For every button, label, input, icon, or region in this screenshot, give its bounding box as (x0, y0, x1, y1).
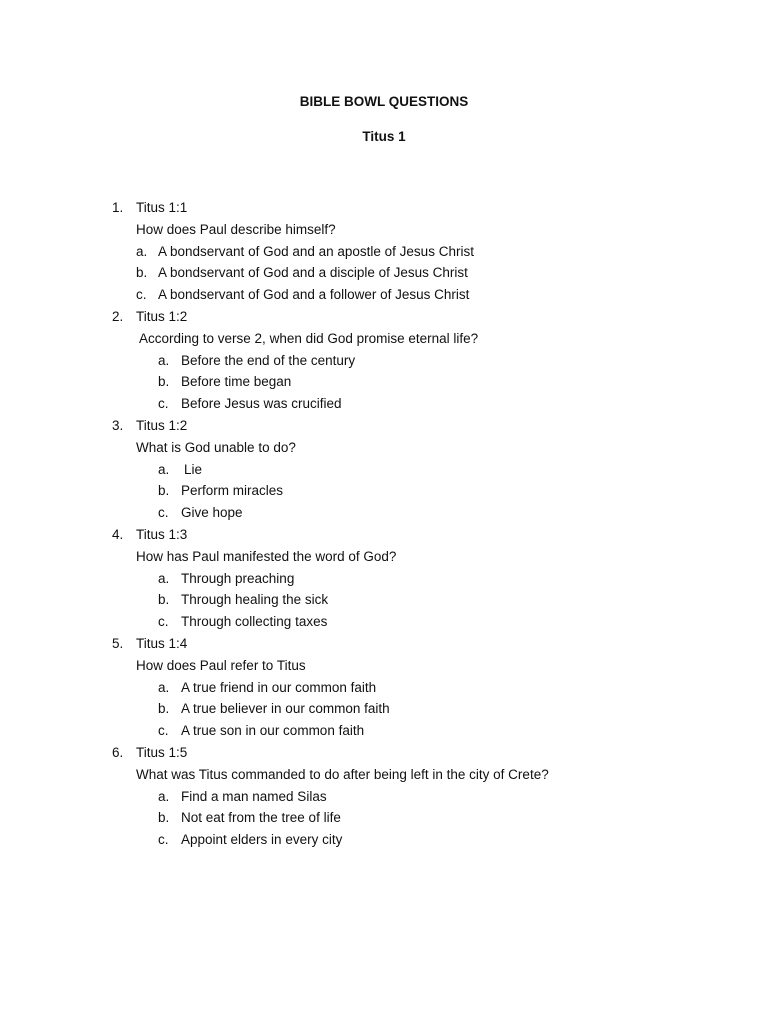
option-a (0, 459, 768, 481)
option-letter: c. (158, 505, 169, 521)
option-letter: c. (158, 832, 169, 848)
question-list (0, 197, 768, 851)
question-reference: Titus 1:2 (136, 417, 188, 433)
question-number: 5. (112, 635, 124, 651)
option-text: Give hope (181, 505, 243, 521)
option-text: Lie (184, 461, 203, 477)
question-prompt-line (0, 437, 768, 459)
question-prompt: According to verse 2, when did God promise eternal life? (139, 330, 479, 346)
question-prompt-line (0, 546, 768, 568)
option-a (0, 786, 768, 808)
option-b (0, 262, 768, 284)
question-number: 6. (112, 744, 124, 760)
question-reference: Titus 1:5 (136, 744, 188, 760)
option-text: Before Jesus was crucified (181, 396, 342, 412)
option-letter: c. (158, 614, 169, 630)
question-1 (0, 197, 768, 306)
option-letter: b. (158, 592, 170, 608)
question-prompt: How does Paul describe himself? (136, 221, 336, 237)
question-header (0, 742, 768, 764)
question-header (0, 524, 768, 546)
question-header (0, 415, 768, 437)
option-letter: a. (158, 352, 170, 368)
question-reference: Titus 1:4 (136, 635, 188, 651)
question-header (0, 633, 768, 655)
question-prompt: How does Paul refer to Titus (136, 657, 306, 673)
option-text: Find a man named Silas (181, 788, 327, 804)
option-letter: b. (158, 701, 170, 717)
option-letter: b. (158, 374, 170, 390)
question-3 (0, 415, 768, 524)
question-number: 3. (112, 417, 124, 433)
question-reference: Titus 1:3 (136, 526, 188, 542)
option-letter: a. (158, 679, 170, 695)
option-c (0, 393, 768, 415)
question-prompt-line (0, 764, 768, 786)
option-c (0, 284, 768, 306)
option-text: Not eat from the tree of life (181, 810, 341, 826)
question-2 (0, 306, 768, 415)
option-letter: b. (158, 483, 170, 499)
option-text: A true son in our common faith (181, 723, 365, 739)
question-reference: Titus 1:1 (136, 200, 188, 215)
option-letter: a. (158, 788, 170, 804)
option-text: Appoint elders in every city (181, 832, 343, 848)
option-text: Through preaching (181, 570, 295, 586)
option-letter: b. (136, 265, 148, 281)
question-number: 2. (112, 308, 124, 324)
question-prompt: What is God unable to do? (136, 439, 296, 455)
option-c (0, 502, 768, 524)
option-b (0, 807, 768, 829)
option-letter: c. (158, 396, 169, 412)
option-letter: c. (136, 287, 147, 303)
option-text: A true friend in our common faith (181, 679, 377, 695)
option-b (0, 589, 768, 611)
option-letter: a. (136, 243, 148, 259)
option-letter: c. (158, 723, 169, 739)
option-a (0, 241, 768, 263)
option-letter: a. (158, 461, 170, 477)
option-text: Before time began (181, 374, 292, 390)
option-c (0, 611, 768, 633)
question-number: 1. (112, 200, 124, 215)
option-b (0, 480, 768, 502)
question-number: 4. (112, 526, 124, 542)
page-subtitle: Titus 1 (362, 129, 406, 144)
option-text: Perform miracles (181, 483, 284, 499)
option-text: A true believer in our common faith (181, 701, 390, 717)
option-text: A bondservant of God and an apostle of Jesus Christ (158, 243, 474, 259)
option-text: A bondservant of God and a follower of Jesus Christ (158, 287, 470, 303)
option-text: Through collecting taxes (181, 614, 328, 630)
question-prompt: How has Paul manifested the word of God? (136, 548, 397, 564)
option-a (0, 677, 768, 699)
option-text: Before the end of the century (181, 352, 356, 368)
question-5 (0, 633, 768, 742)
option-c (0, 720, 768, 742)
option-c (0, 829, 768, 851)
question-prompt: What was Titus commanded to do after being left in the city of Crete? (136, 766, 549, 782)
question-prompt-line (0, 328, 768, 350)
option-a (0, 350, 768, 372)
question-4 (0, 524, 768, 633)
page-title: BIBLE BOWL QUESTIONS (299, 94, 469, 109)
question-header (0, 306, 768, 328)
option-letter: a. (158, 570, 170, 586)
question-prompt-line (0, 219, 768, 241)
question-prompt-line (0, 655, 768, 677)
question-header (0, 197, 768, 219)
option-text: Through healing the sick (181, 592, 329, 608)
option-a (0, 568, 768, 590)
question-reference: Titus 1:2 (136, 308, 188, 324)
option-text: A bondservant of God and a disciple of Jesus Christ (158, 265, 468, 281)
option-letter: b. (158, 810, 170, 826)
question-6 (0, 742, 768, 851)
option-b (0, 371, 768, 393)
option-b (0, 698, 768, 720)
